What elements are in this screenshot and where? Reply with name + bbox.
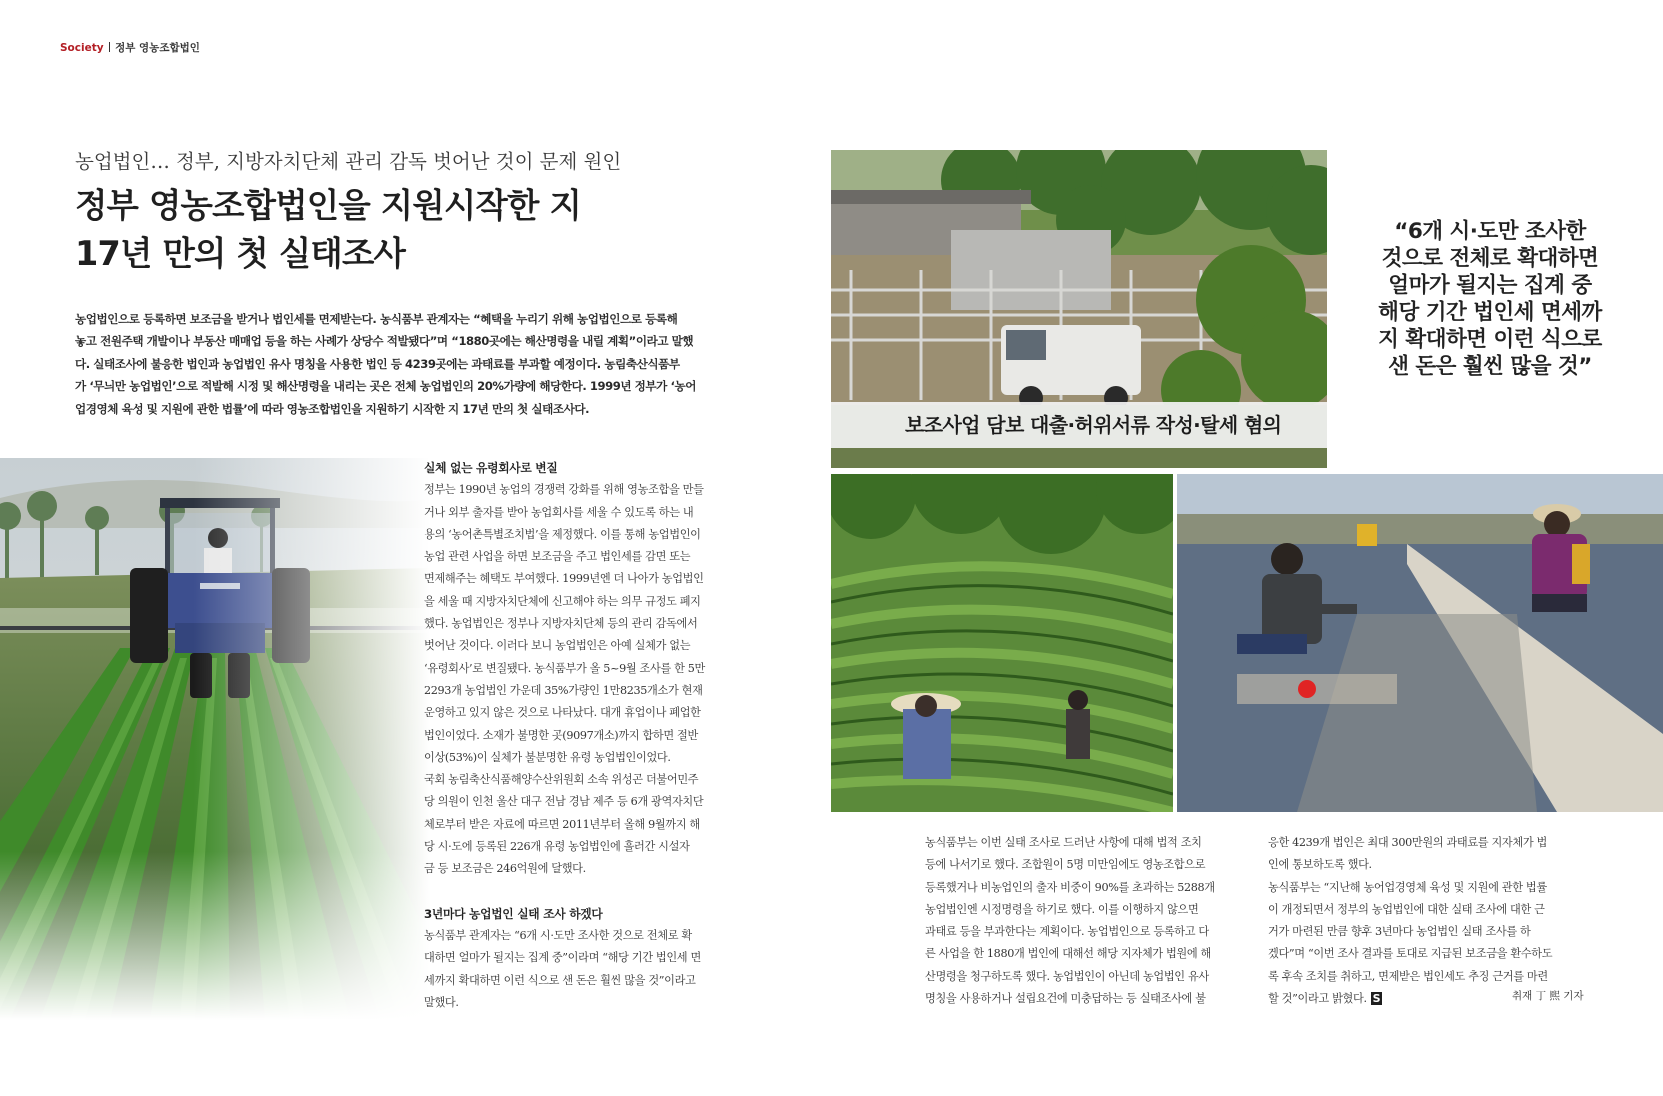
quote-line: 지 확대하면 이런 식으로 xyxy=(1378,327,1602,352)
text-line: 산명령을 청구하도록 했다. 농업법인이 아닌데 농업법인 유사 xyxy=(925,969,1209,983)
lead-paragraph xyxy=(75,308,737,420)
body-column-1 xyxy=(424,457,736,1014)
lead-line: 업경영체 육성 및 지원에 관한 법률’에 따라 영농조합법인을 지원하기 시작한 지 17년 만의 첫 실태조사다. xyxy=(75,401,590,416)
roof-workers-photo xyxy=(1177,474,1663,812)
text-line: 응한 4239개 법인은 최대 300만원의 과태료를 지자체가 법 xyxy=(1268,836,1547,849)
quote-line: 얼마가 될지는 집계 중 xyxy=(1388,273,1592,298)
text-line: 체로부터 받은 자료에 따르면 2011년부터 올해 9월까지 해 xyxy=(424,817,700,831)
text-line: 할 것”이라고 밝혔다. xyxy=(1268,992,1367,1006)
text-line: 2293개 농업법인 가운데 35%가량인 1만8235개소가 현재 xyxy=(424,683,703,697)
subheading: 3년마다 농업법인 실태 조사 하겠다 xyxy=(424,906,603,921)
photo-caption: 보조사업 담보 대출·허위서류 작성·탈세 혐의 xyxy=(905,413,1282,437)
section-divider xyxy=(109,42,111,52)
title-line-1: 정부 영농조합법인을 지원시작한 지 xyxy=(75,186,582,225)
text-line: 농식품부는 “지난해 농어업경영체 육성 및 지원에 관한 법률 xyxy=(1268,880,1547,894)
pull-quote xyxy=(1325,218,1655,380)
quote-line: 해당 기간 법인세 면세까 xyxy=(1378,300,1602,325)
lead-line: 놓고 전원주택 개발이나 부동산 매매업 등을 하는 사례가 상당수 적발됐다”며 “1880곳에는 해산명령을 내릴 계획”이라고 말했 xyxy=(75,334,694,349)
text-line: 세까지 확대하면 이런 식으로 샌 돈은 훨씬 많을 것”이라고 xyxy=(424,973,696,987)
lead-line: 농업법인으로 등록하면 보조금을 받거나 법인세를 면제받는다. 농식품부 관계자는 “혜택을 누리기 위해 농업법인으로 등록해 xyxy=(75,312,678,326)
article-kicker: 농업법인… 정부, 지방자치단체 관리 감독 벗어난 것이 문제 원인 xyxy=(75,150,622,173)
lead-line: 다. 실태조사에 불응한 법인과 농업법인 유사 명칭을 사용한 법인 등 4239곳에는 과태료를 부과할 예정이다. 농림축산식품부 xyxy=(75,356,680,371)
subheading: 실체 없는 유령회사로 변질 xyxy=(424,461,558,475)
text-line: 당 의원이 인천 울산 대구 전남 경남 제주 등 6개 광역자치단 xyxy=(424,795,704,809)
text-line: 을 세울 때 지방자치단체에 신고해야 하는 의무 규정도 폐지 xyxy=(424,594,701,608)
quote-line: 샌 돈은 훨씬 많을 것” xyxy=(1388,354,1592,379)
text-line: 대하면 얼마가 될지는 집계 중”이라며 “해당 기간 법인세 면 xyxy=(424,951,701,965)
body-column-3 xyxy=(1268,832,1600,1010)
text-line: 록 후속 조치를 취하고, 면제받은 법인세도 추징 근거를 마련 xyxy=(1268,969,1548,983)
byline: 취재 丁 熙 기자 xyxy=(1512,990,1584,1002)
section-label: Society xyxy=(60,42,104,54)
text-line: 면제해주는 혜택도 부여했다. 1999년엔 더 나아가 농업법인 xyxy=(424,572,704,586)
text-line: 거나 외부 출자를 받아 농업회사를 세울 수 있도록 하는 내 xyxy=(424,505,694,519)
quote-line: “6개 시·도만 조사한 xyxy=(1394,219,1586,244)
text-line: 국회 농림축산식품해양수산위원회 소속 위성곤 더불어민주 xyxy=(424,773,699,787)
text-line: 금 등 보조금은 246억원에 달했다. xyxy=(424,862,586,876)
text-line: 등록했거나 비농업인의 출자 비중이 90%를 초과하는 5288개 xyxy=(925,880,1215,894)
lead-line: 가 ‘무늬만 농업법인’으로 적발해 시정 및 해산명령을 내리는 곳은 전체 농업법인의 20%가량에 해당한다. 1999년 정부가 ‘농어 xyxy=(75,379,696,394)
text-line: 용의 ‘농어촌특별조치법’을 제정했다. 이를 통해 농업법인이 xyxy=(424,527,701,541)
text-line: 명칭을 사용하거나 설립요건에 미충답하는 등 실태조사에 불 xyxy=(925,992,1206,1006)
text-line: 등에 나서기로 했다. 조합원이 5명 미만임에도 영농조합으로 xyxy=(925,858,1206,872)
text-line: 른 사업을 한 1880개 법인에 대해선 해당 지자체가 법원에 해 xyxy=(925,947,1211,961)
text-line: 겠다”며 “이번 조사 결과를 토대로 지급된 보조금을 환수하도 xyxy=(1268,947,1553,961)
text-line: 농식품부 관계자는 “6개 시·도만 조사한 것으로 전체로 확 xyxy=(424,928,692,942)
text-line: 운영하고 있지 않은 것으로 나타났다. 대개 휴업이나 폐업한 xyxy=(424,706,701,720)
photo-caption-band xyxy=(831,402,1327,448)
article-title xyxy=(75,182,581,278)
text-line: 당 시·도에 등록된 226개 유령 농업법인에 흘러간 시설자 xyxy=(424,840,690,854)
text-line: 벗어난 것이다. 이러다 보니 농업법인은 아예 실체가 없는 xyxy=(424,639,691,653)
section-header xyxy=(60,40,200,55)
text-line: ‘유령회사’로 변질됐다. 농식품부가 올 5~9월 조사를 한 5만 xyxy=(424,661,705,675)
text-line: 과태료 등을 부과한다는 계획이다. 농업법인으로 등록하고 다 xyxy=(925,925,1209,939)
text-line: 말했다. xyxy=(424,995,459,1009)
section-topic: 정부 영농조합법인 xyxy=(115,42,200,54)
text-line: 했다. 농업법인은 정부나 지방자치단체 등의 관리 감독에서 xyxy=(424,617,698,631)
end-mark: S xyxy=(1372,992,1381,1006)
tractor-field-photo xyxy=(0,458,430,1020)
text-line: 농식품부는 이번 실태 조사로 드러난 사항에 대해 법적 조치 xyxy=(925,836,1202,849)
body-column-2 xyxy=(925,832,1247,1010)
spacer xyxy=(424,881,736,903)
text-line: 농업 관련 사업을 하면 보조금을 주고 법인세를 감면 또는 xyxy=(424,550,691,564)
text-line: 이상(53%)이 실체가 불분명한 유령 농업법인이었다. xyxy=(424,750,671,764)
quote-line: 것으로 전체로 확대하면 xyxy=(1381,246,1599,271)
text-line: 정부는 1990년 농업의 경쟁력 강화를 위해 영농조합을 만들 xyxy=(424,483,704,497)
tea-field-photo xyxy=(831,474,1173,812)
text-line: 인에 통보하도록 했다. xyxy=(1268,858,1372,872)
text-line: 이 개정되면서 정부의 농업법인에 대한 실태 조사에 대한 근 xyxy=(1268,902,1545,916)
text-line: 법인이었다. 소재가 불명한 곳(9097개소)까지 합하면 절반 xyxy=(424,728,698,742)
text-line: 거가 마련된 만큼 향후 3년마다 농업법인 실태 조사를 하 xyxy=(1268,925,1531,939)
text-line: 농업법인엔 시정명령을 하기로 했다. 이를 이행하지 않으면 xyxy=(925,902,1199,916)
title-line-2: 17년 만의 첫 실태조사 xyxy=(75,234,406,273)
